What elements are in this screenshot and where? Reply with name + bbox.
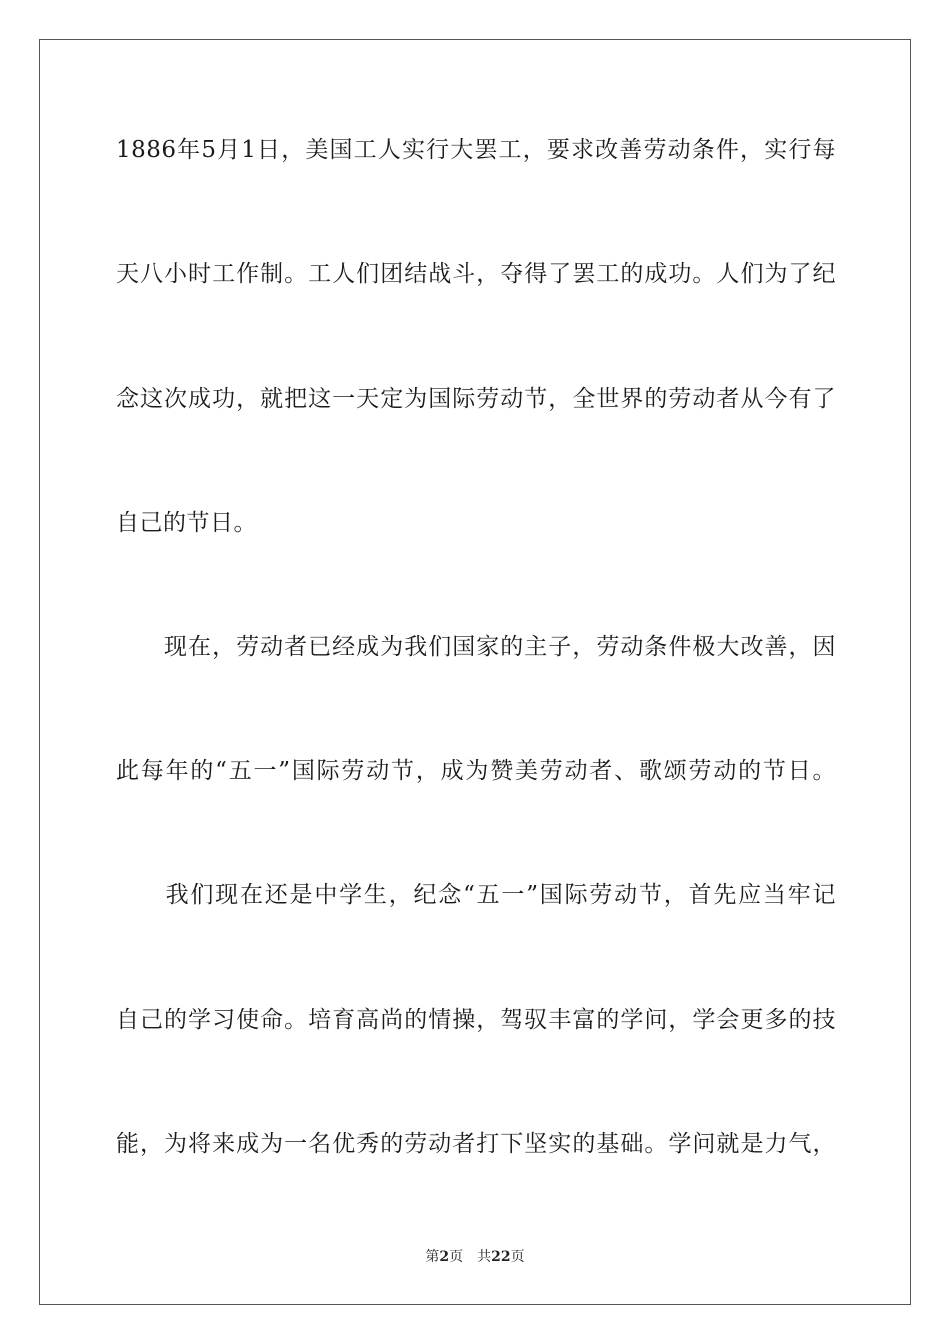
body-line-2: 天八小时工作制。工人们团结战斗，夺得了罢工的成功。人们为了纪	[116, 261, 836, 287]
body-line-5: 现在，劳动者已经成为我们国家的主子，劳动条件极大改善，因	[116, 634, 836, 660]
page-prefix: 第	[425, 1249, 440, 1265]
body-line-8: 自己的学习使命。培育高尚的情操，驾驭丰富的学问，学会更多的技	[116, 1007, 836, 1033]
body-line-1: 1886年5月1日，美国工人实行大罢工，要求改善劳动条件，实行每	[116, 137, 836, 163]
body-line-9: 能，为将来成为一名优秀的劳动者打下坚实的基础。学问就是力气，	[116, 1131, 836, 1157]
total-prefix: 共	[477, 1249, 492, 1265]
body-line-4: 自己的节日。	[116, 510, 257, 536]
body-line-3: 念这次成功，就把这一天定为国际劳动节，全世界的劳动者从今有了	[116, 386, 836, 412]
body-line-6: 此每年的“五一”国际劳动节，成为赞美劳动者、歌颂劳动的节日。	[116, 758, 836, 784]
page-footer	[0, 1248, 950, 1266]
page-number: 2	[439, 1249, 450, 1265]
page-suffix: 页	[449, 1249, 464, 1265]
body-line-7: 我们现在还是中学生，纪念“五一”国际劳动节，首先应当牢记	[116, 882, 836, 908]
page-border	[39, 39, 911, 1305]
total-suffix: 页	[510, 1249, 525, 1265]
total-pages: 22	[491, 1249, 511, 1265]
